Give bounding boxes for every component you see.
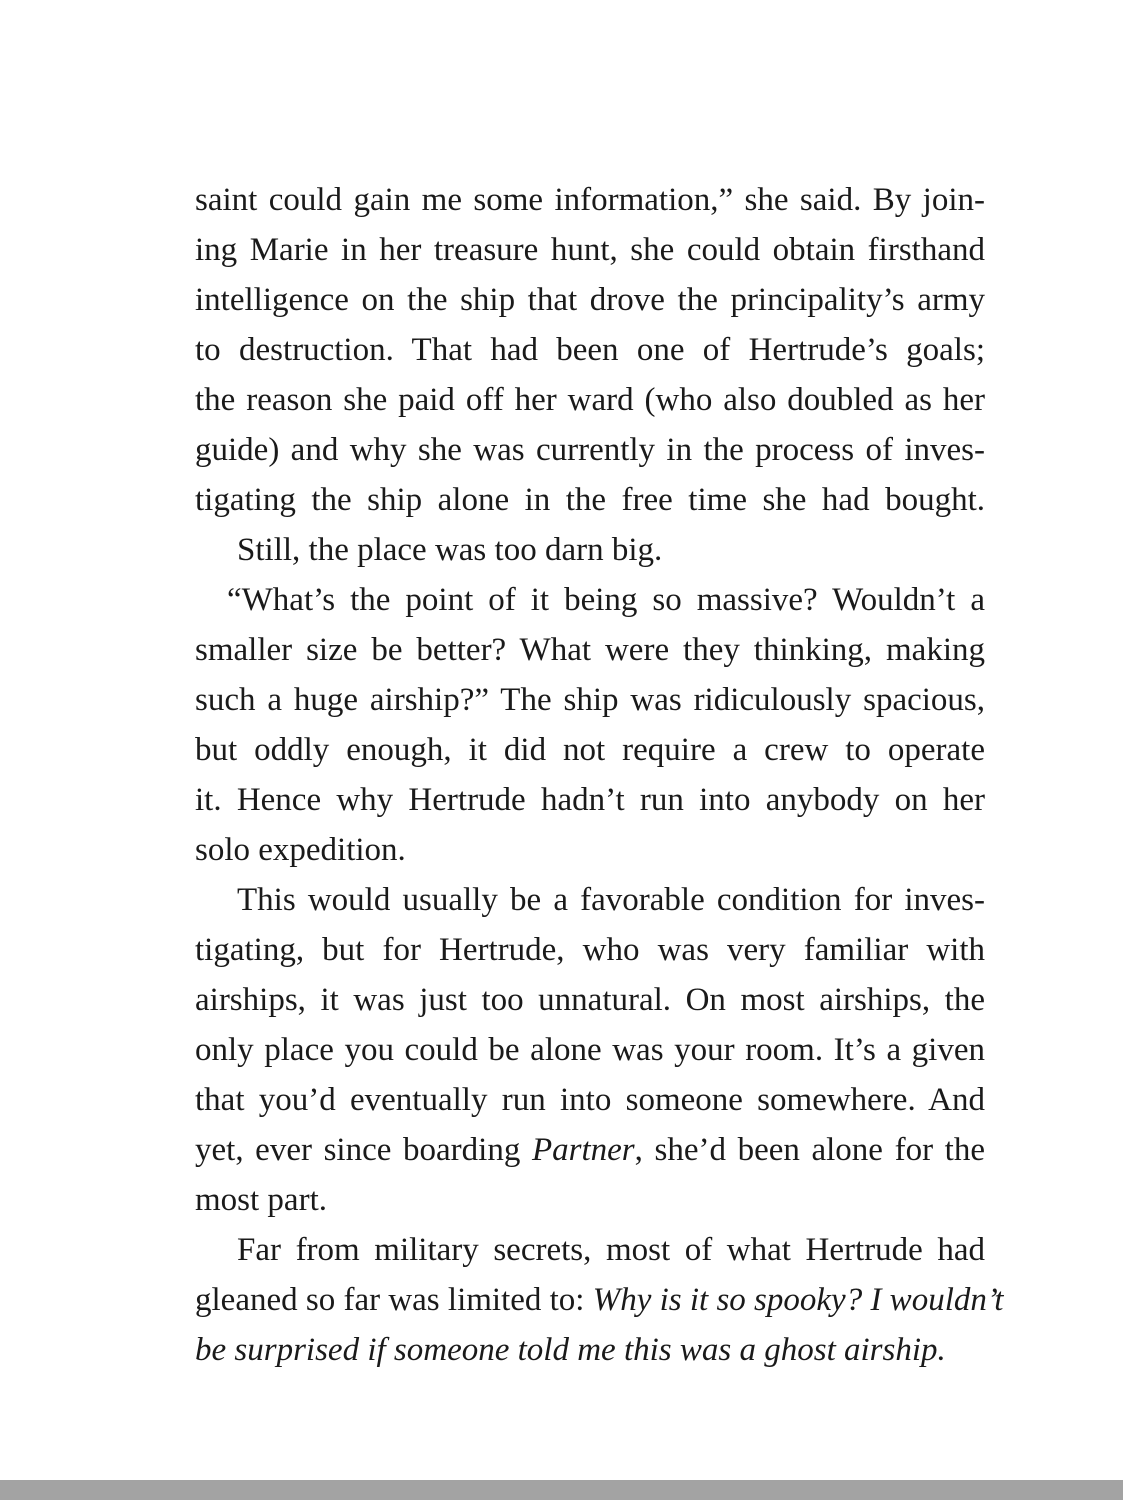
text-run: gleaned so far was limited to: [195,1282,593,1318]
ship-name-italic: Partner [531,1132,635,1168]
text-line: airships, it was just too unnatural. On most airships, the [195,982,985,1018]
text-line [195,1125,985,1175]
text-line: saint could gain me some information,” she said. By join- [195,182,985,218]
thought-italic: be surprised if someone told me this was a ghost airship. [195,1332,946,1368]
text-line: Far from military secrets, most of what Hertrude had [237,1232,985,1268]
text-run: yet, ever since boarding [195,1132,532,1168]
text-run: , she’d been alone for the [634,1132,985,1168]
text-line: the reason she paid off her ward (who also doubled as her [195,382,985,418]
bottom-scrollbar-strip [0,1480,1123,1500]
text-line: such a huge airship?” The ship was ridiculously spacious, [195,682,985,718]
text-line: to destruction. That had been one of Hertrude’s goals; [195,332,985,368]
text-line: only place you could be alone was your room. It’s a given [195,1032,985,1068]
text-line: tigating the ship alone in the free time she had bought. [195,482,985,518]
text-line: ing Marie in her treasure hunt, she could obtain firsthand [195,232,985,268]
text-line: tigating, but for Hertrude, who was very familiar with [195,932,985,968]
text-line [195,1325,985,1375]
text-line: but oddly enough, it did not require a crew to operate [195,732,985,768]
text-line: This would usually be a favorable condition for inves- [237,882,985,918]
text-line: smaller size be better? What were they thinking, making [195,632,985,668]
text-line: that you’d eventually run into someone somewhere. And [195,1082,985,1118]
text-line: it. Hence why Hertrude hadn’t run into anybody on her [195,782,985,818]
text-line: Still, the place was too darn big. [237,532,663,568]
page-text [195,175,1004,1375]
thought-italic: Why is it so spooky? I wouldn’t [592,1282,1004,1318]
text-line: “What’s the point of it being so massive? Wouldn’t a [227,582,985,618]
text-line [195,1275,1004,1325]
text-line: guide) and why she was currently in the process of inves- [195,432,985,468]
text-line: intelligence on the ship that drove the principality’s army [195,282,985,318]
text-line: most part. [195,1182,327,1218]
text-line: solo expedition. [195,832,406,868]
